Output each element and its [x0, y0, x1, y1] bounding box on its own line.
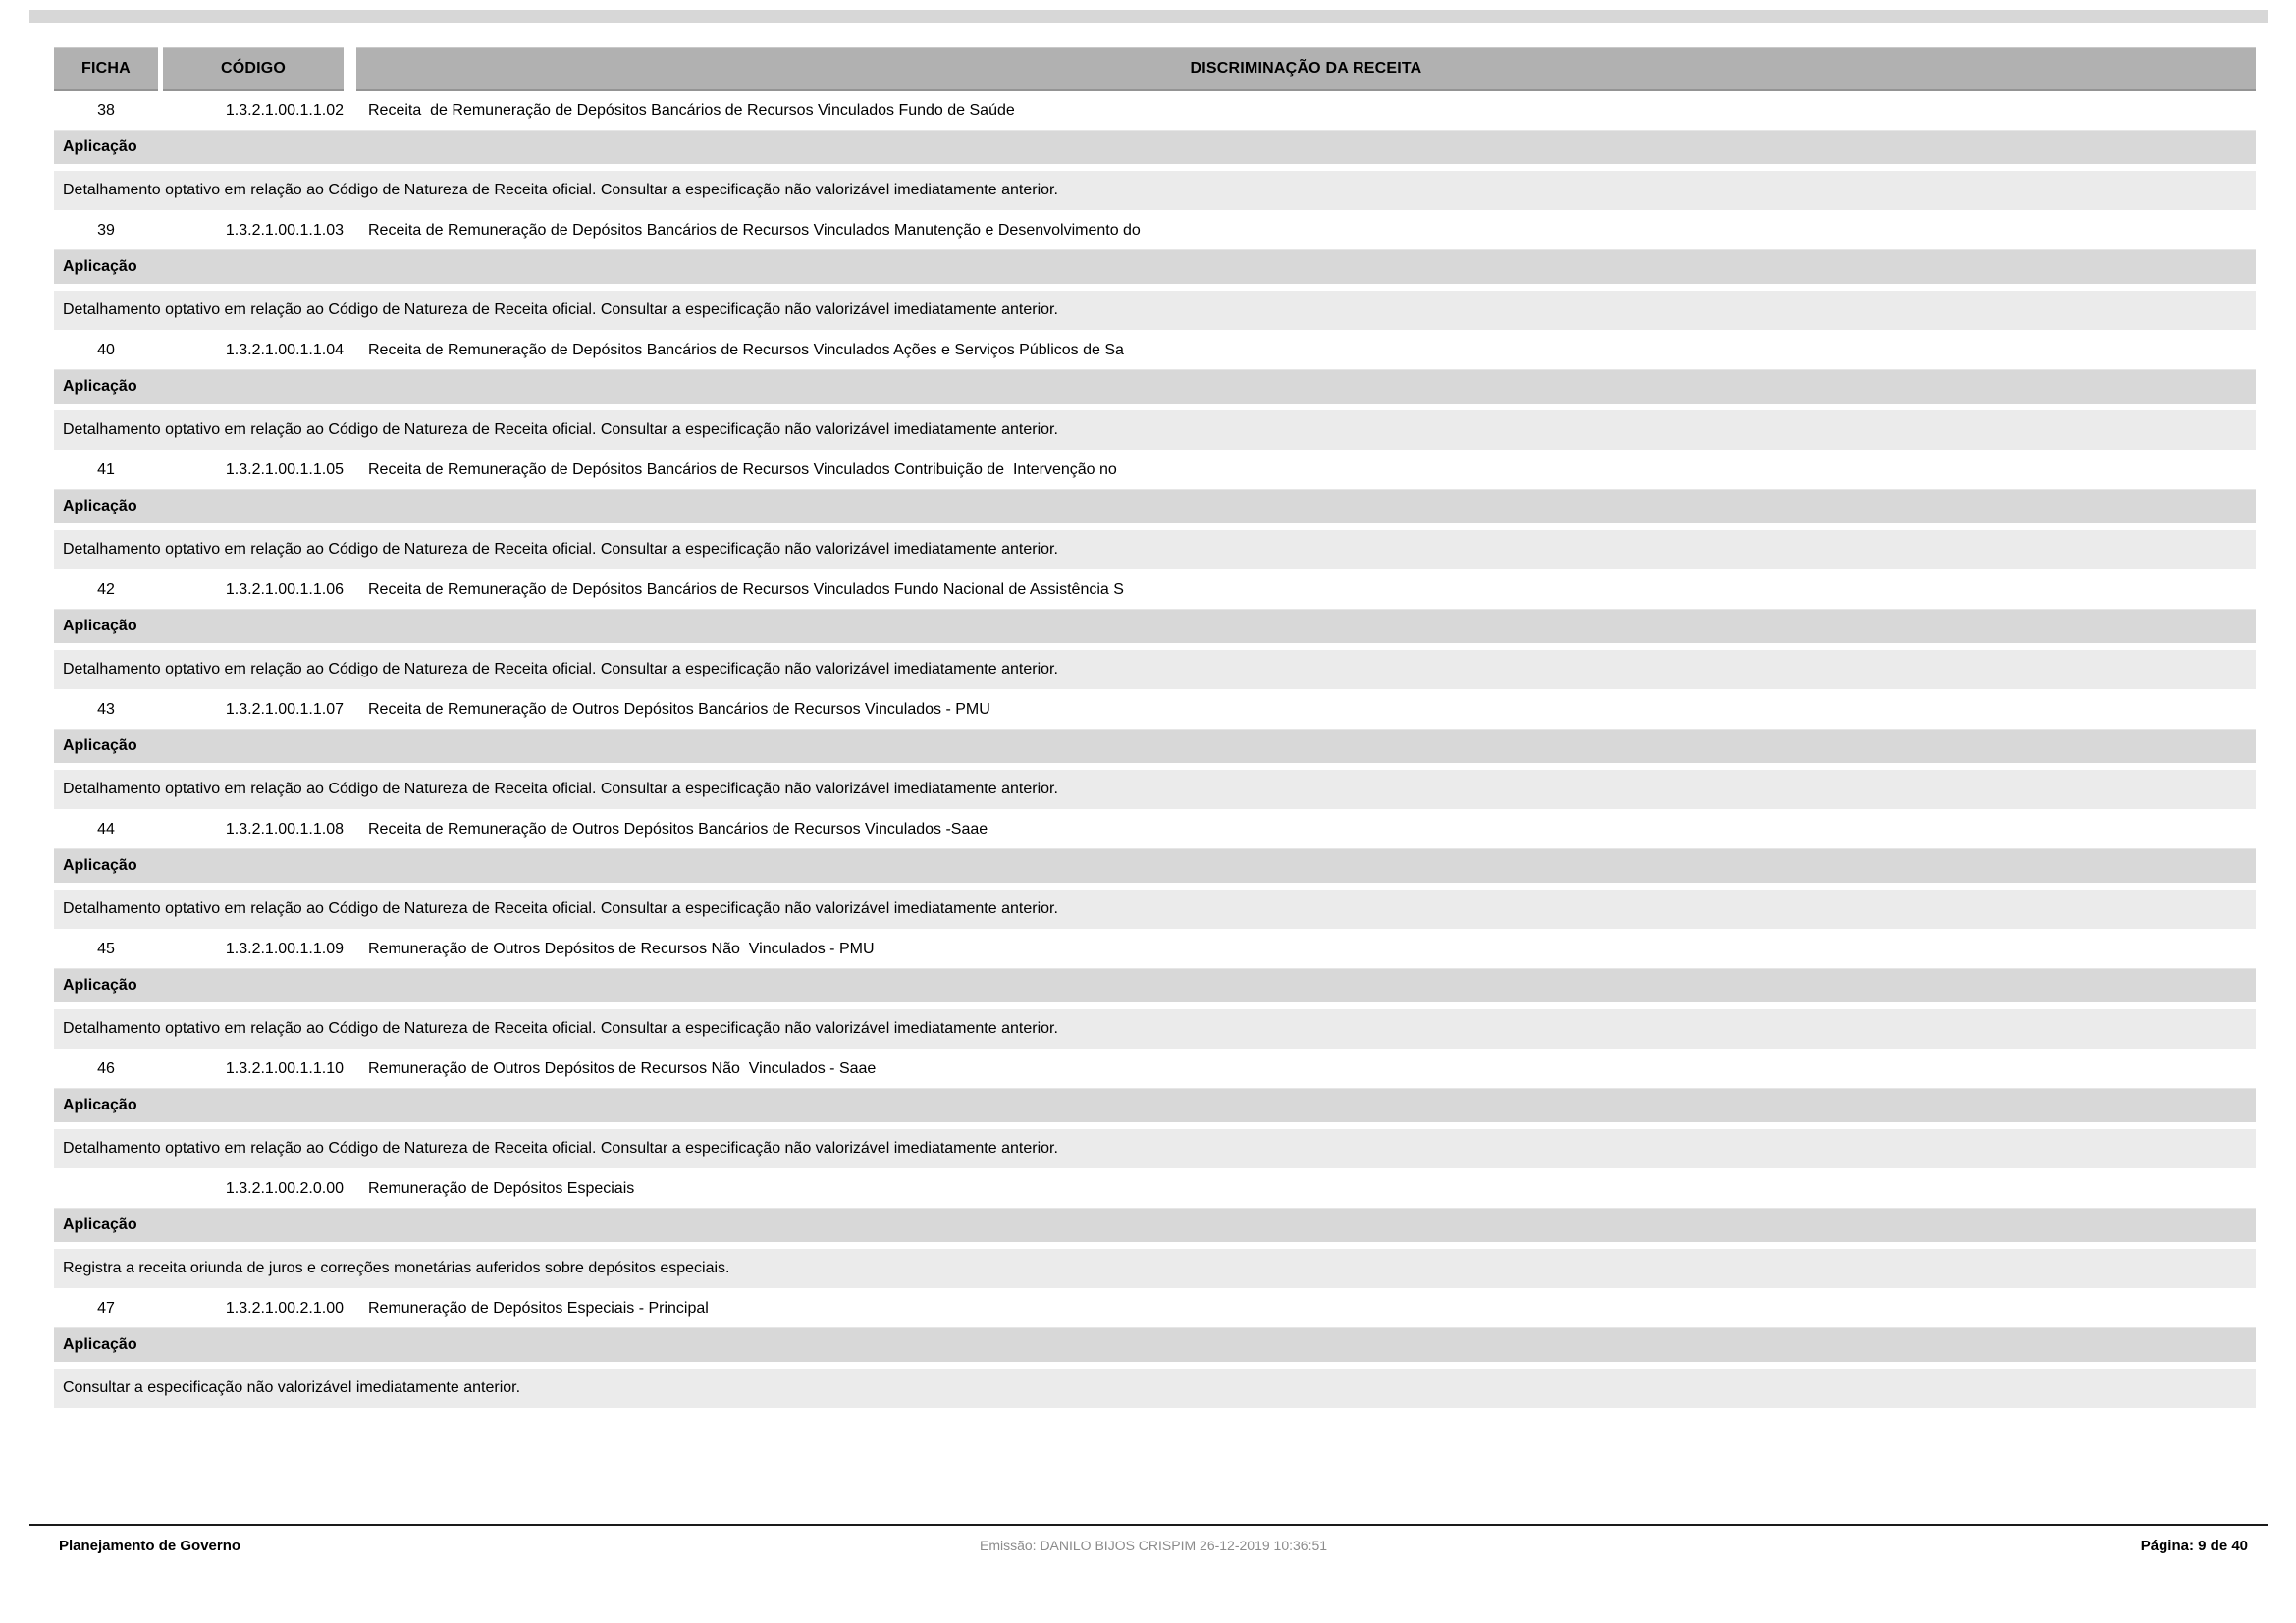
table-body: [54, 95, 2256, 1408]
aplicacao-label: Aplicação: [63, 737, 137, 754]
revenue-entry: [54, 455, 2256, 569]
codigo-cell: 1.3.2.1.00.1.1.03: [225, 222, 344, 239]
aplicacao-text-band: Detalhamento optativo em relação ao Código de Natureza de Receita oficial. Consultar a especificação não valorizável imediatamente anterior.: [54, 1009, 2256, 1049]
footer-page-number: Página: 9 de 40: [2140, 1538, 2249, 1554]
aplicacao-text-band: Consultar a especificação não valorizável imediatamente anterior.: [54, 1369, 2256, 1408]
descricao-cell: Receita de Remuneração de Depósitos Bancários de Recursos Vinculados Fundo Nacional de Assistência S: [368, 581, 1124, 598]
codigo-cell: 1.3.2.1.00.1.1.09: [225, 941, 344, 957]
descricao-cell: Remuneração de Depósitos Especiais: [368, 1180, 635, 1197]
aplicacao-label: Aplicação: [63, 1217, 137, 1233]
table-row: [54, 455, 2256, 486]
aplicacao-label: Aplicação: [63, 138, 137, 155]
descricao-cell: Remuneração de Outros Depósitos de Recursos Não Vinculados - PMU: [368, 941, 875, 957]
aplicacao-label: Aplicação: [63, 498, 137, 514]
codigo-cell: 1.3.2.1.00.2.1.00: [225, 1300, 344, 1317]
aplicacao-band: [54, 729, 2256, 763]
aplicacao-band: [54, 1208, 2256, 1242]
codigo-cell: 1.3.2.1.00.1.1.07: [225, 701, 344, 718]
table-row: [54, 694, 2256, 726]
table-row: [54, 574, 2256, 606]
header-cell-codigo: CÓDIGO: [163, 47, 344, 91]
aplicacao-text-band: Detalhamento optativo em relação ao Código de Natureza de Receita oficial. Consultar a especificação não valorizável imediatamente anterior.: [54, 650, 2256, 689]
codigo-cell: 1.3.2.1.00.1.1.05: [225, 461, 344, 478]
aplicacao-label: Aplicação: [63, 977, 137, 994]
revenue-entry: [54, 574, 2256, 689]
aplicacao-label: Aplicação: [63, 258, 137, 275]
table-row: [54, 95, 2256, 127]
aplicacao-text-band: Detalhamento optativo em relação ao Código de Natureza de Receita oficial. Consultar a especificação não valorizável imediatamente anterior.: [54, 890, 2256, 929]
top-strip: [29, 10, 2268, 23]
codigo-cell: 1.3.2.1.00.1.1.02: [225, 102, 344, 119]
ficha-cell: 47: [97, 1300, 115, 1317]
descricao-cell: Receita de Remuneração de Outros Depósitos Bancários de Recursos Vinculados -Saae: [368, 821, 988, 838]
aplicacao-text-band: Registra a receita oriunda de juros e correções monetárias auferidos sobre depósitos especiais.: [54, 1249, 2256, 1288]
table-row: [54, 1054, 2256, 1085]
ficha-cell: 43: [97, 701, 115, 718]
table-row: [54, 1293, 2256, 1325]
aplicacao-label: Aplicação: [63, 1097, 137, 1113]
codigo-cell: 1.3.2.1.00.2.0.00: [225, 1180, 344, 1197]
footer: [59, 1538, 2248, 1554]
aplicacao-band: [54, 249, 2256, 284]
aplicacao-label: Aplicação: [63, 378, 137, 395]
codigo-cell: 1.3.2.1.00.1.1.04: [225, 342, 344, 358]
descricao-cell: Receita de Remuneração de Outros Depósitos Bancários de Recursos Vinculados - PMU: [368, 701, 990, 718]
descricao-cell: Receita de Remuneração de Depósitos Bancários de Recursos Vinculados Fundo de Saúde: [368, 102, 1015, 119]
aplicacao-band: [54, 489, 2256, 523]
table-row: [54, 1173, 2256, 1205]
table-row: [54, 814, 2256, 845]
header-cell-ficha: FICHA: [54, 47, 158, 91]
ficha-cell: 40: [97, 342, 115, 358]
aplicacao-band: [54, 369, 2256, 404]
revenue-entry: [54, 934, 2256, 1049]
aplicacao-text-band: Detalhamento optativo em relação ao Código de Natureza de Receita oficial. Consultar a especificação não valorizável imediatamente anterior.: [54, 410, 2256, 450]
ficha-cell: 46: [97, 1060, 115, 1077]
aplicacao-text-band: Detalhamento optativo em relação ao Código de Natureza de Receita oficial. Consultar a especificação não valorizável imediatamente anterior.: [54, 291, 2256, 330]
aplicacao-band: [54, 1088, 2256, 1122]
aplicacao-label: Aplicação: [63, 618, 137, 634]
revenue-entry: [54, 215, 2256, 330]
revenue-entry: [54, 694, 2256, 809]
aplicacao-band: [54, 1327, 2256, 1362]
ficha-cell: 42: [97, 581, 115, 598]
revenue-entry: [54, 335, 2256, 450]
aplicacao-label: Aplicação: [63, 857, 137, 874]
descricao-cell: Receita de Remuneração de Depósitos Bancários de Recursos Vinculados Ações e Serviços Públicos de Sa: [368, 342, 1124, 358]
descricao-cell: Remuneração de Depósitos Especiais - Principal: [368, 1300, 709, 1317]
footer-emission-info: Emissão: DANILO BIJOS CRISPIM 26-12-2019 10:36:51: [979, 1538, 1328, 1553]
revenue-entry: [54, 814, 2256, 929]
ficha-cell: 38: [97, 102, 115, 119]
table-row: [54, 335, 2256, 366]
table-row: [54, 215, 2256, 246]
footer-module-name: Planejamento de Governo: [59, 1538, 241, 1554]
descricao-cell: Receita de Remuneração de Depósitos Bancários de Recursos Vinculados Contribuição de Intervenção no: [368, 461, 1117, 478]
codigo-cell: 1.3.2.1.00.1.1.06: [225, 581, 344, 598]
descricao-cell: Remuneração de Outros Depósitos de Recursos Não Vinculados - Saae: [368, 1060, 877, 1077]
ficha-cell: 45: [97, 941, 115, 957]
aplicacao-band: [54, 848, 2256, 883]
ficha-cell: 39: [97, 222, 115, 239]
descricao-cell: Receita de Remuneração de Depósitos Bancários de Recursos Vinculados Manutenção e Desenvolvimento do: [368, 222, 1141, 239]
ficha-cell: 44: [97, 821, 115, 838]
aplicacao-text-band: Detalhamento optativo em relação ao Código de Natureza de Receita oficial. Consultar a especificação não valorizável imediatamente anterior.: [54, 1129, 2256, 1168]
aplicacao-band: [54, 968, 2256, 1002]
aplicacao-text-band: Detalhamento optativo em relação ao Código de Natureza de Receita oficial. Consultar a especificação não valorizável imediatamente anterior.: [54, 171, 2256, 210]
ficha-cell: 41: [97, 461, 115, 478]
aplicacao-text-band: Detalhamento optativo em relação ao Código de Natureza de Receita oficial. Consultar a especificação não valorizável imediatamente anterior.: [54, 770, 2256, 809]
revenue-entry: [54, 1054, 2256, 1168]
aplicacao-band: [54, 609, 2256, 643]
revenue-entry: [54, 95, 2256, 210]
aplicacao-text-band: Detalhamento optativo em relação ao Código de Natureza de Receita oficial. Consultar a especificação não valorizável imediatamente anterior.: [54, 530, 2256, 569]
table-row: [54, 934, 2256, 965]
footer-rule: [29, 1524, 2268, 1526]
revenue-entry: [54, 1293, 2256, 1408]
aplicacao-label: Aplicação: [63, 1336, 137, 1353]
header-cell-discriminacao: DISCRIMINAÇÃO DA RECEITA: [356, 47, 2256, 91]
codigo-cell: 1.3.2.1.00.1.1.08: [225, 821, 344, 838]
aplicacao-band: [54, 130, 2256, 164]
revenue-table: [54, 47, 2256, 1413]
table-header: [54, 47, 2256, 91]
codigo-cell: 1.3.2.1.00.1.1.10: [225, 1060, 344, 1077]
revenue-entry: [54, 1173, 2256, 1288]
